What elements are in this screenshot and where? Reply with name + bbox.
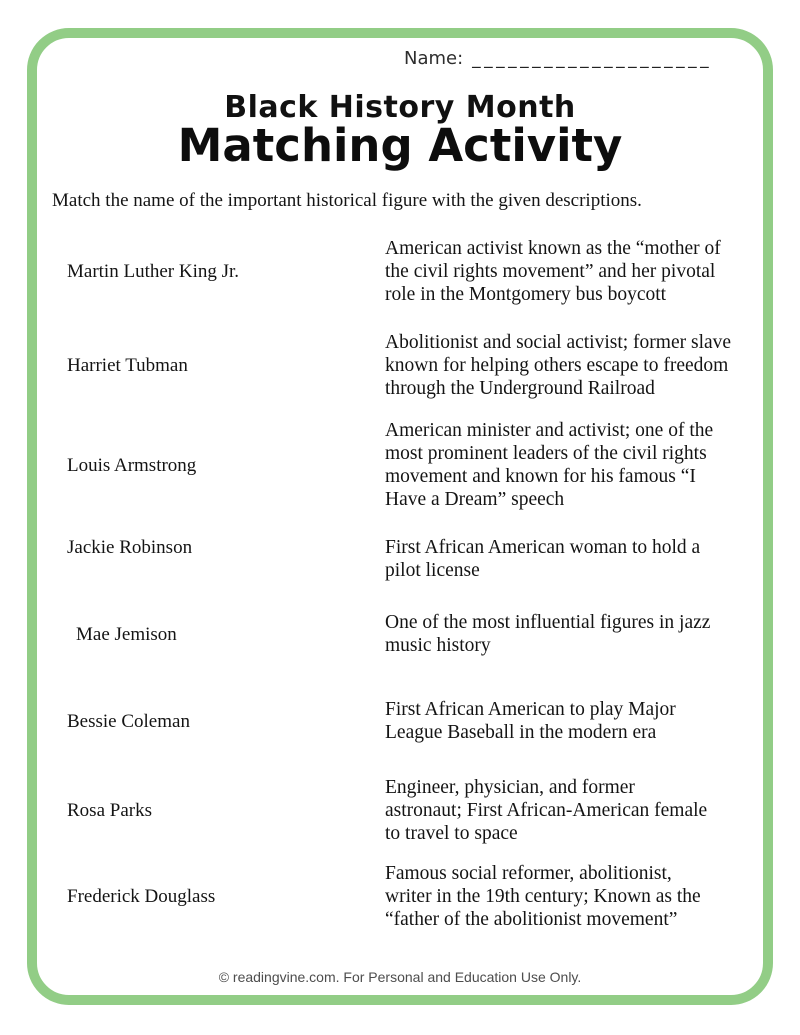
- match-row: [67, 419, 759, 511]
- match-row: [67, 776, 759, 845]
- description-line: through the Underground Railroad: [385, 378, 655, 399]
- description-line: “father of the abolitionist movement”: [385, 909, 678, 930]
- name-blank-line: ____________________: [472, 49, 713, 69]
- description-line: Famous social reformer, abolitionist,: [385, 863, 672, 884]
- description-line: First African American to play Major: [385, 699, 676, 720]
- figure-name: Bessie Coleman: [67, 710, 190, 732]
- match-row: [67, 331, 759, 400]
- description-line: One of the most influential figures in jazz: [385, 612, 711, 633]
- figure-description: [385, 862, 759, 931]
- description-line: astronaut; First African-American female: [385, 800, 708, 821]
- description-line: Have a Dream” speech: [385, 489, 565, 510]
- name-label: Name:: [404, 48, 464, 69]
- figure-name: Frederick Douglass: [67, 886, 216, 907]
- figure-name: Mae Jemison: [76, 623, 177, 645]
- instructions-text: Match the name of the important historical figure with the given descriptions.: [52, 190, 642, 211]
- figure-name: Harriet Tubman: [67, 355, 188, 376]
- description-line: known for helping others escape to freedom: [385, 355, 729, 376]
- worksheet-supertitle: Black History Month: [224, 90, 576, 125]
- figure-description: [385, 331, 759, 400]
- description-line: to travel to space: [385, 823, 518, 844]
- description-line: pilot license: [385, 560, 480, 581]
- figure-description: [385, 536, 759, 582]
- description-line: American activist known as the “mother of: [385, 238, 721, 259]
- description-line: music history: [385, 635, 491, 656]
- page-border-frame: [27, 28, 773, 1005]
- copyright-footer: © readingvine.com. For Personal and Education Use Only.: [218, 969, 582, 985]
- figure-description: [385, 611, 759, 657]
- figure-name: Louis Armstrong: [67, 454, 197, 476]
- match-row: [67, 536, 759, 582]
- description-line: most prominent leaders of the civil rights: [385, 443, 707, 464]
- match-row: [67, 237, 759, 306]
- match-row: [67, 611, 759, 657]
- figure-description: [385, 776, 759, 845]
- figure-description: [385, 698, 759, 744]
- figure-name: Rosa Parks: [67, 800, 152, 821]
- description-line: Abolitionist and social activist; former slave: [385, 332, 732, 353]
- description-line: American minister and activist; one of the: [385, 420, 714, 441]
- description-line: role in the Montgomery bus boycott: [385, 284, 667, 305]
- match-row: [67, 698, 759, 744]
- description-line: League Baseball in the modern era: [385, 722, 657, 743]
- description-line: writer in the 19th century; Known as the: [385, 886, 701, 907]
- figure-description: [385, 237, 759, 306]
- worksheet-title: Matching Activity: [177, 119, 623, 172]
- description-line: the civil rights movement” and her pivotal: [385, 261, 716, 282]
- description-line: movement and known for his famous “I: [385, 466, 696, 487]
- name-field-row: [404, 48, 712, 69]
- figure-description: [385, 419, 759, 511]
- figure-name: Martin Luther King Jr.: [67, 261, 240, 282]
- match-row: [67, 862, 759, 931]
- description-line: Engineer, physician, and former: [385, 777, 635, 798]
- description-line: First African American woman to hold a: [385, 537, 701, 558]
- figure-name: Jackie Robinson: [67, 537, 193, 558]
